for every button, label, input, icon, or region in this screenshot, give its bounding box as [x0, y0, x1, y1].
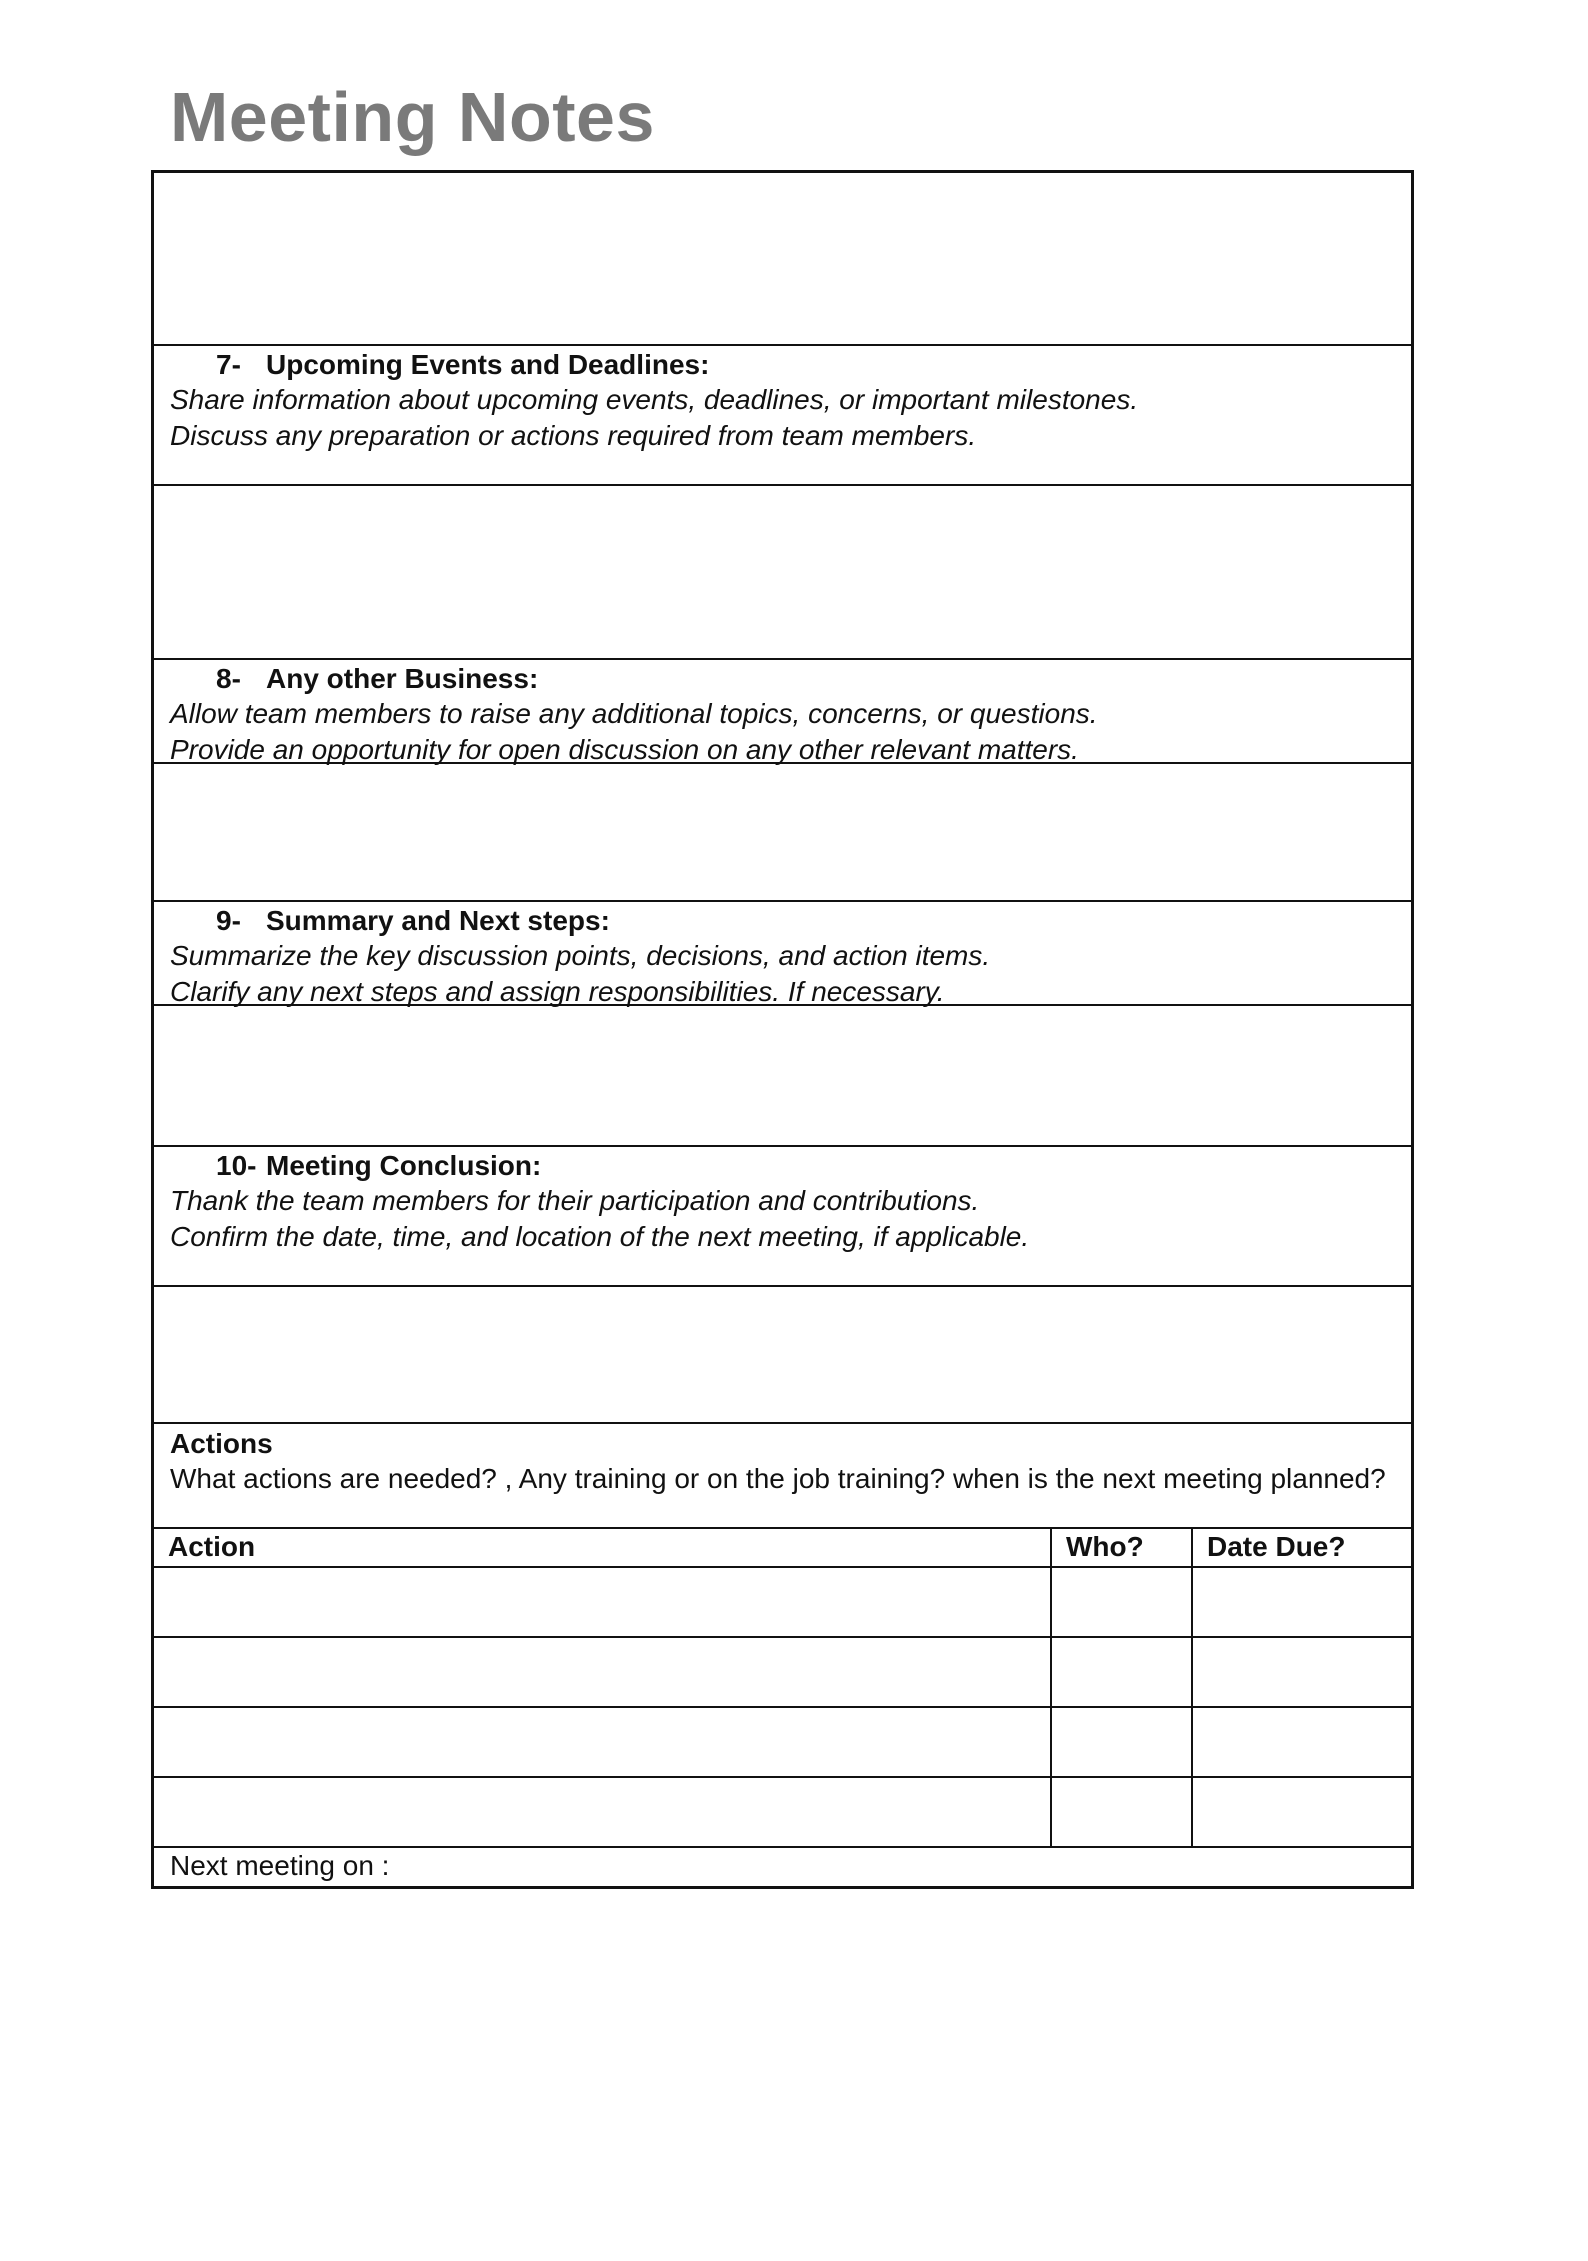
who-cell[interactable] [1051, 1777, 1192, 1847]
date-due-cell[interactable] [1192, 1567, 1411, 1637]
column-header-date-due: Date Due? [1192, 1529, 1411, 1567]
notes-field-conclusion[interactable] [154, 1287, 1411, 1424]
action-cell[interactable] [154, 1707, 1051, 1777]
actions-description: What actions are needed? , Any training or on the job training? when is the next meeting planned? [170, 1463, 1386, 1494]
section-description-line: Share information about upcoming events, deadlines, or important milestones. [170, 384, 1139, 415]
section-description-line: Confirm the date, time, and location of the next meeting, if applicable. [170, 1221, 1030, 1252]
section-title: Meeting Conclusion: [266, 1150, 542, 1181]
section-title: Upcoming Events and Deadlines: [266, 349, 710, 380]
date-due-cell[interactable] [1192, 1637, 1411, 1707]
next-meeting-field[interactable] [154, 1848, 1411, 1886]
page-title: Meeting Notes [170, 78, 655, 156]
section-number: 10- [216, 1150, 257, 1181]
section-title: Any other Business: [266, 663, 539, 694]
who-cell[interactable] [1051, 1567, 1192, 1637]
actions-heading: Actions [170, 1428, 273, 1459]
who-cell[interactable] [1051, 1637, 1192, 1707]
section-meeting-conclusion [154, 1147, 1411, 1287]
table-row [154, 1777, 1411, 1847]
section-number: 8- [216, 663, 241, 694]
section-upcoming-events [154, 346, 1411, 486]
section-number: 9- [216, 905, 241, 936]
who-cell[interactable] [1051, 1707, 1192, 1777]
column-header-action: Action [154, 1529, 1051, 1567]
notes-field-previous[interactable] [154, 173, 1411, 346]
notes-field-other-business[interactable] [154, 764, 1411, 902]
section-heading [170, 662, 1397, 696]
table-row [154, 1567, 1411, 1637]
date-due-cell[interactable] [1192, 1707, 1411, 1777]
section-description-line: Thank the team members for their participation and contributions. [170, 1185, 980, 1216]
column-header-who: Who? [1051, 1529, 1192, 1567]
section-heading [170, 348, 1397, 382]
meeting-notes-form [151, 170, 1414, 1889]
next-meeting-label: Next meeting on : [170, 1850, 390, 1881]
table-header-row [154, 1529, 1411, 1567]
action-cell[interactable] [154, 1567, 1051, 1637]
date-due-cell[interactable] [1192, 1777, 1411, 1847]
actions-block [154, 1424, 1411, 1529]
section-other-business [154, 660, 1411, 764]
action-table [154, 1529, 1411, 1848]
section-heading [170, 1149, 1397, 1183]
section-description-line: Summarize the key discussion points, decisions, and action items. [170, 940, 991, 971]
section-description-line: Discuss any preparation or actions required from team members. [170, 420, 977, 451]
section-heading [170, 904, 1397, 938]
section-summary-next-steps [154, 902, 1411, 1006]
section-description-line: Clarify any next steps and assign responsibilities. If necessary. [170, 976, 945, 1007]
section-description-line: Provide an opportunity for open discussion on any other relevant matters. [170, 734, 1079, 765]
section-description-line: Allow team members to raise any additional topics, concerns, or questions. [170, 698, 1098, 729]
notes-field-upcoming-events[interactable] [154, 486, 1411, 660]
section-number: 7- [216, 349, 241, 380]
action-cell[interactable] [154, 1777, 1051, 1847]
action-cell[interactable] [154, 1637, 1051, 1707]
notes-field-summary[interactable] [154, 1006, 1411, 1147]
table-row [154, 1637, 1411, 1707]
section-title: Summary and Next steps: [266, 905, 610, 936]
table-row [154, 1707, 1411, 1777]
